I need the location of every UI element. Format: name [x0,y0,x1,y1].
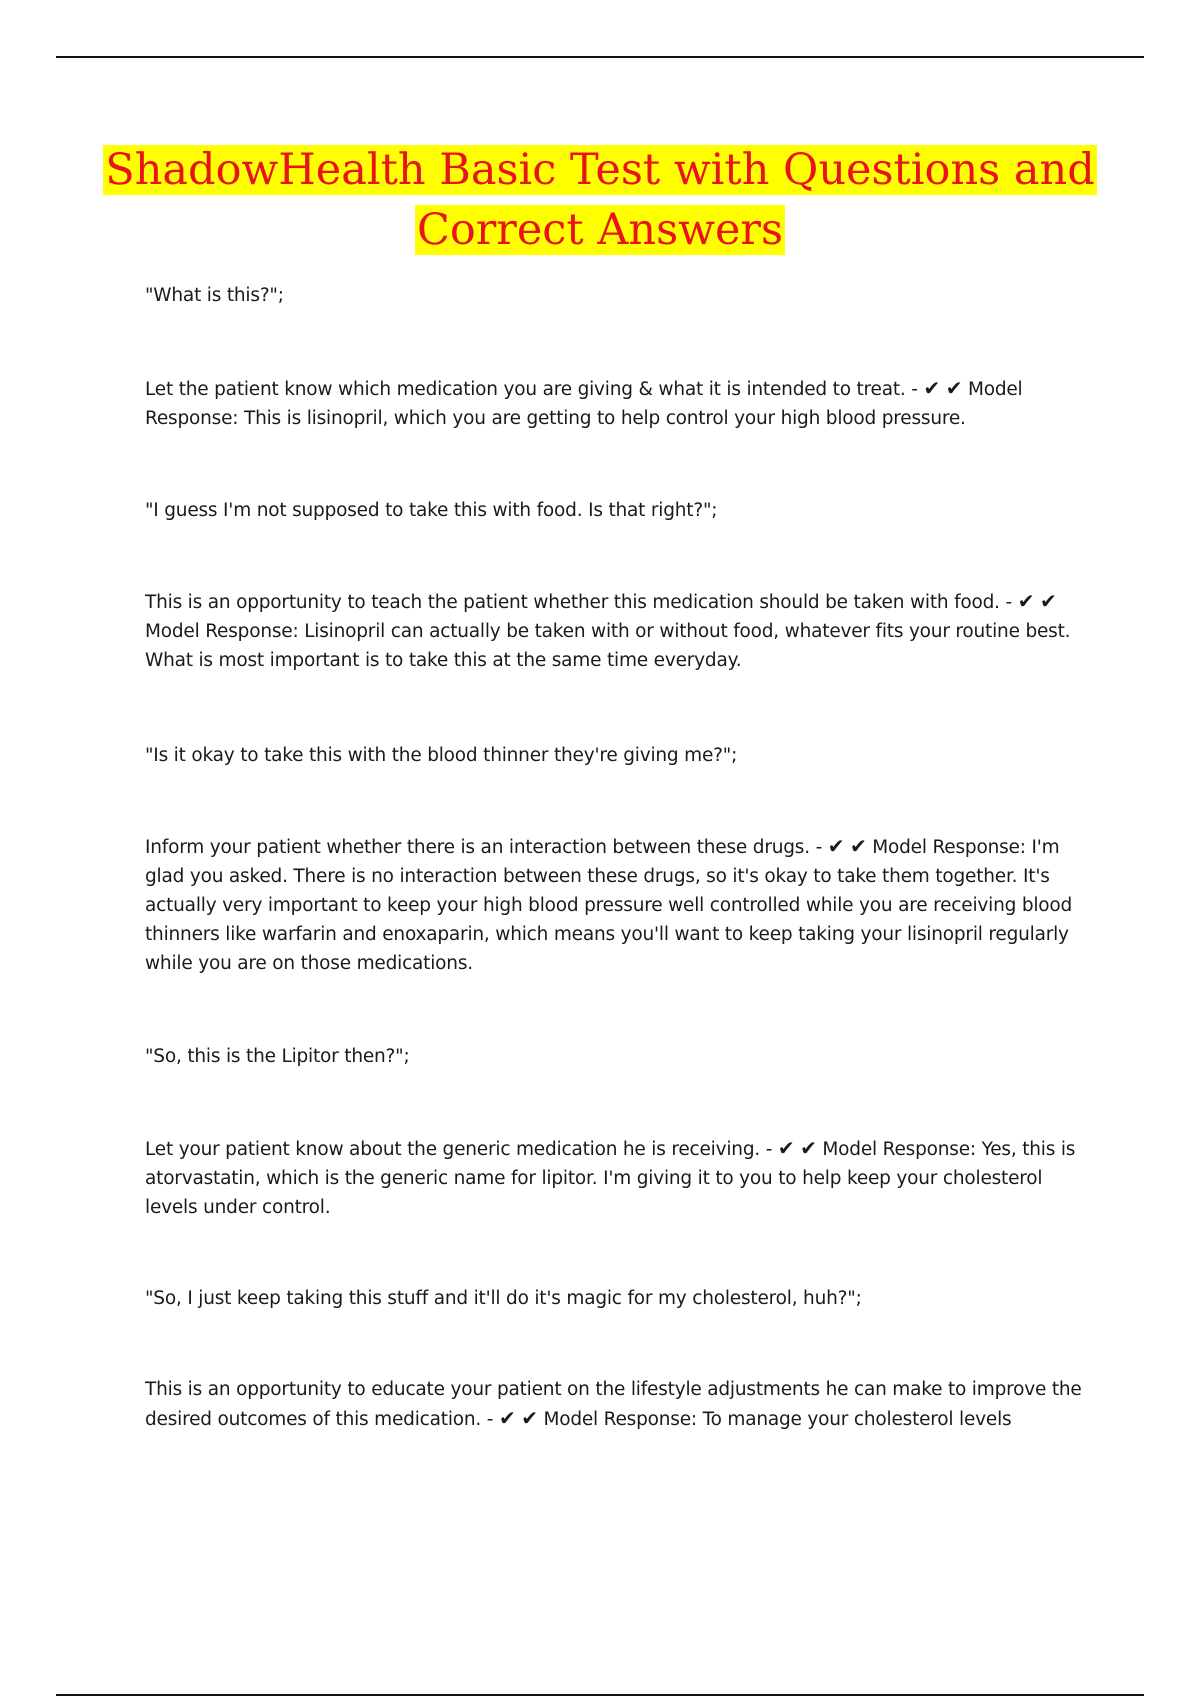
checkmark-icon: ✔ [923,376,941,400]
answer-2-prefix: This is an opportunity to teach the patient whether this medication should be taken with food. - [145,592,1013,613]
question-1: "What is this?"; [145,285,284,306]
checkmark-icon: ✔ [850,834,867,858]
checkmark-icon: ✔ [945,376,963,400]
checkmark-icon: ✔ [521,1406,538,1430]
answer-2 [145,587,1090,675]
answer-2-text: Model Response: Lisinopril can actually be taken with or without food, whatever fits your routine best. What is most important is to take this at the same time everyday. [145,621,1071,671]
checkmark-icon: ✔ [827,834,845,858]
answer-5-text: Model Response: To manage your cholesterol levels [543,1409,1012,1430]
checkmark-icon: ✔ [1039,589,1057,613]
question-4: "So, this is the Lipitor then?"; [145,1046,410,1067]
checkmark-icon: ✔ [800,1136,817,1160]
bottom-rule [56,1694,1144,1696]
answer-1-prefix: Let the patient know which medication you are giving & what it is intended to treat. - [145,379,918,400]
answer-5-prefix: This is an opportunity to educate your patient on the lifestyle adjustments he can make to improve the desired outcomes of this medication. - [145,1379,1082,1430]
answer-3 [145,832,1090,978]
title-line-2: Correct Answers [416,205,784,255]
checkmark-icon: ✔ [1017,589,1035,613]
title-line-1: ShadowHealth Basic Test with Questions and [105,145,1095,195]
question-2: "I guess I'm not supposed to take this with food. Is that right?"; [145,500,718,521]
question-3: "Is it okay to take this with the blood thinner they're giving me?"; [145,745,738,766]
answer-4-text: Model Response: Yes, this is atorvastatin, which is the generic name for lipitor. I'm giving it to you to help keep your cholesterol levels under control. [145,1139,1076,1218]
answer-3-prefix: Inform your patient whether there is an interaction between these drugs. - [145,837,823,858]
answer-4-prefix: Let your patient know about the generic medication he is receiving. - [145,1139,773,1160]
answer-5 [145,1375,1090,1434]
question-5: "So, I just keep taking this stuff and it'll do it's magic for my cholesterol, huh?"; [145,1288,862,1309]
answer-1-text: Model Response: This is lisinopril, which you are getting to help control your high blood pressure. [145,379,1023,429]
answer-1 [145,374,1090,433]
answer-4 [145,1134,1090,1222]
checkmark-icon: ✔ [498,1406,516,1430]
answer-3-text: Model Response: I'm glad you asked. There is no interaction between these drugs, so it's okay to take them together. It's actually very important to keep your high blood pressure well controlled while you are receiving blood thinners like warfarin and enoxaparin, which means you'll want to keep taking your lisinopril regularly while you are on those medications. [145,837,1073,974]
checkmark-icon: ✔ [777,1136,795,1160]
